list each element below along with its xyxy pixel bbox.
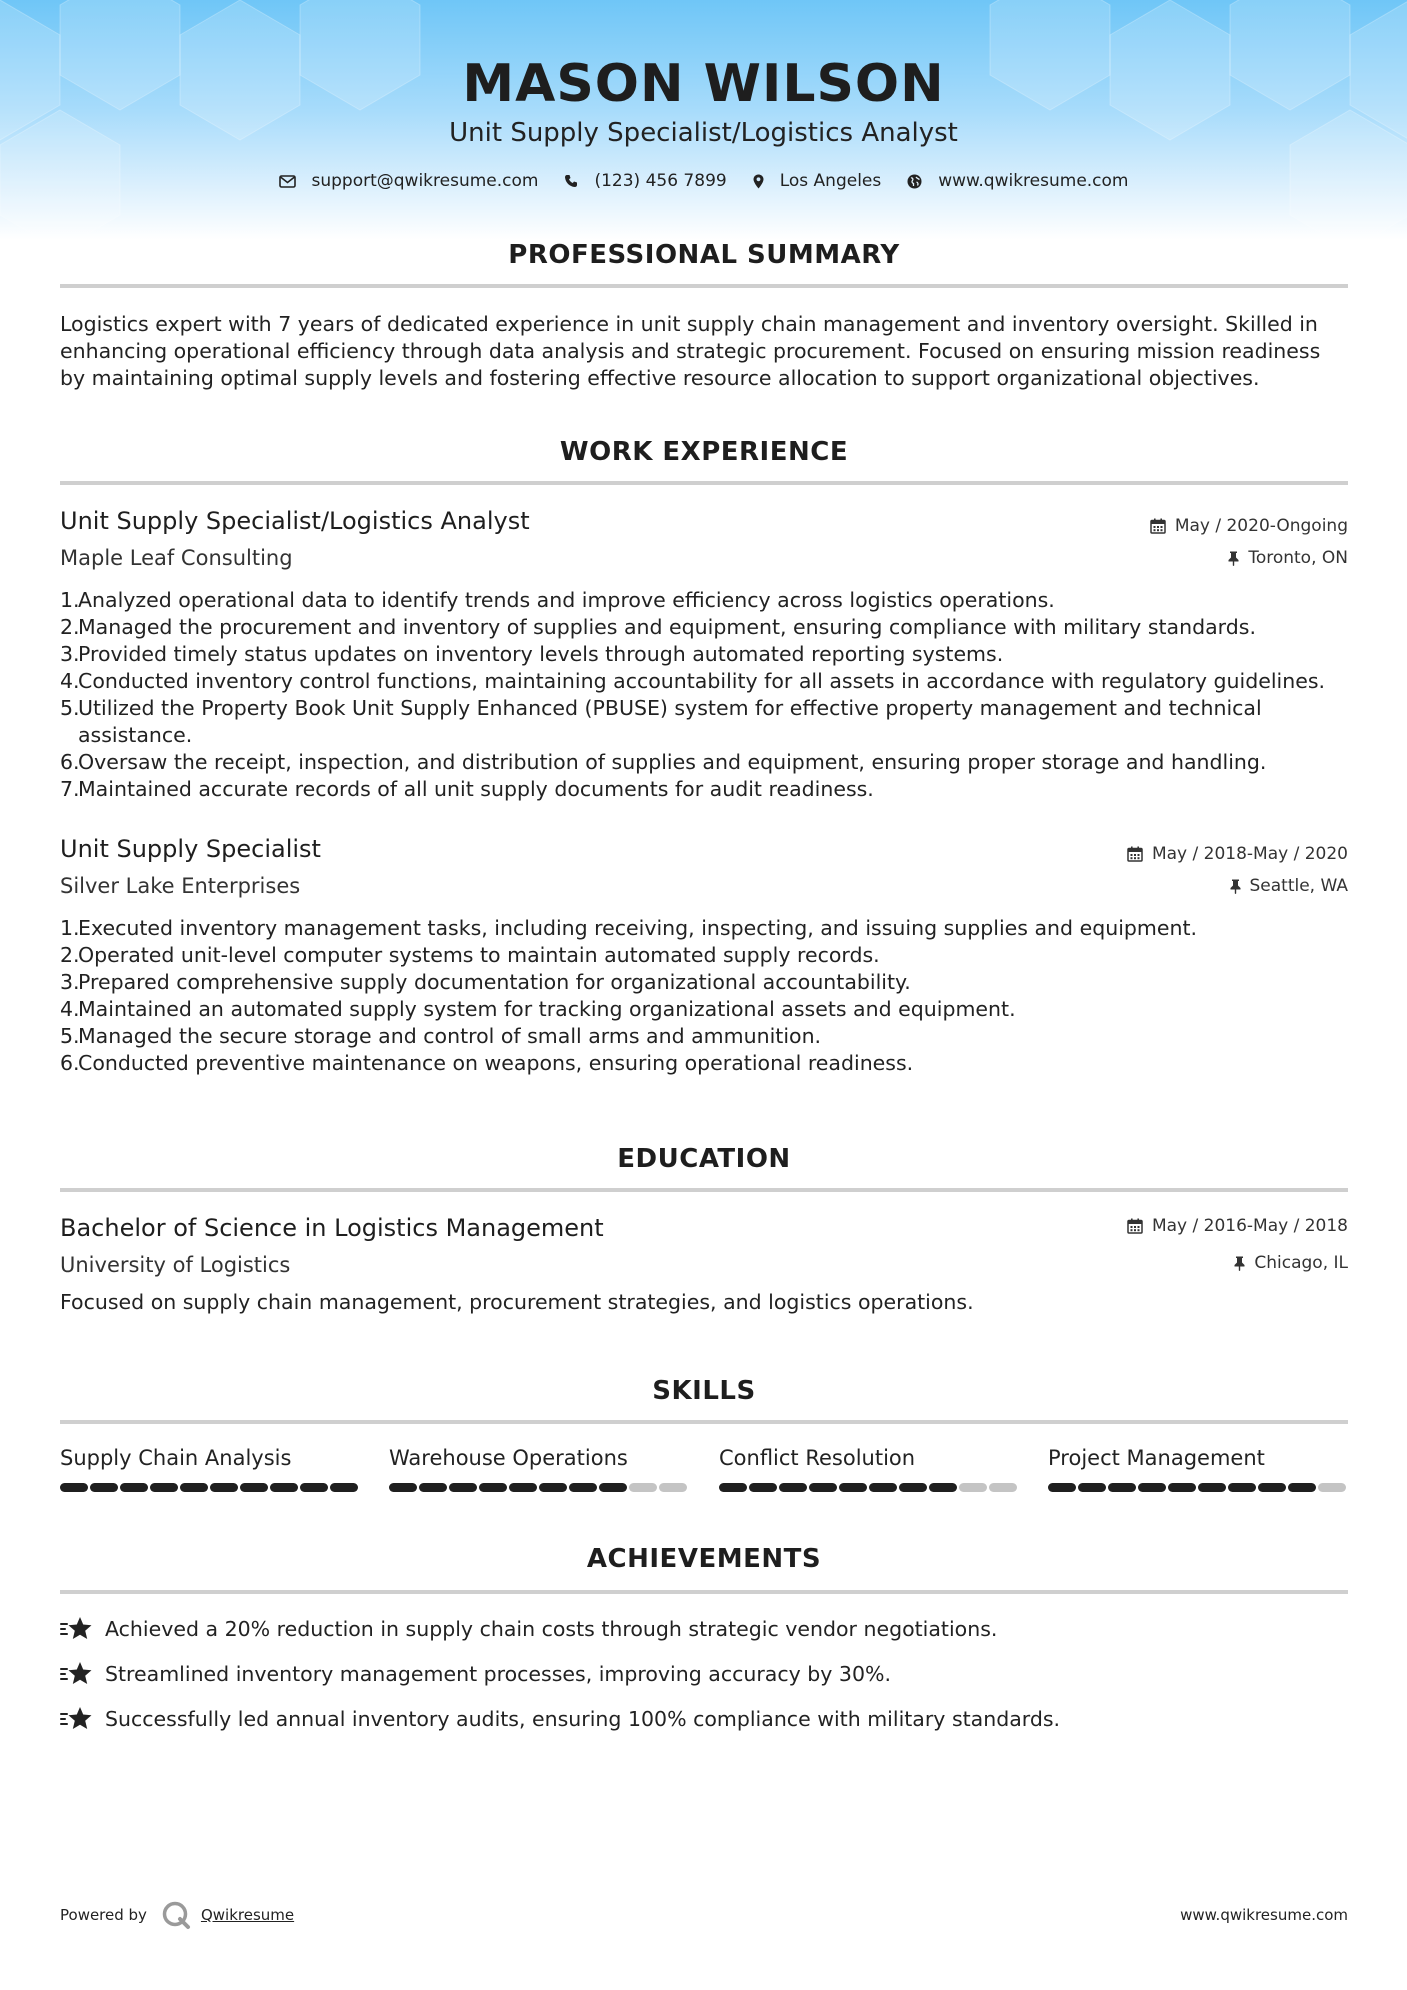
summary-text bbox=[60, 311, 1350, 392]
job-dates bbox=[1127, 844, 1348, 864]
section-divider bbox=[60, 1420, 1348, 1424]
qwikresume-link[interactable]: Qwikresume bbox=[200, 1906, 295, 1924]
pushpin-icon bbox=[1228, 551, 1239, 566]
summary-heading: PROFESSIONAL SUMMARY bbox=[508, 240, 900, 270]
skill-level-segment bbox=[120, 1483, 148, 1492]
job-location-text: Toronto, ON bbox=[1248, 548, 1348, 568]
list-item: 1. Analyzed operational data to identify trends and improve efficiency across logistics operations. bbox=[60, 588, 1055, 612]
skill-level-segment bbox=[659, 1483, 687, 1492]
list-item: 1. Executed inventory management tasks, including receiving, inspecting, and issuing supplies and equipment. bbox=[60, 916, 1198, 940]
job-location bbox=[1230, 876, 1349, 896]
star-icon bbox=[60, 1661, 93, 1687]
job-bullets bbox=[60, 587, 1350, 803]
skill-level-segment bbox=[869, 1483, 897, 1492]
email-text: support@qwikresume.com bbox=[311, 171, 539, 191]
education-dates bbox=[1127, 1216, 1348, 1236]
job-location-text: Seattle, WA bbox=[1249, 876, 1348, 896]
footer-branding bbox=[60, 1900, 294, 1930]
skill-level-segment bbox=[629, 1483, 657, 1492]
skill-level-bar bbox=[60, 1483, 360, 1492]
achievement-text: Streamlined inventory management processes, improving accuracy by 30%. bbox=[105, 1662, 892, 1686]
contact-bar bbox=[0, 171, 1407, 191]
calendar-icon bbox=[1127, 1218, 1143, 1234]
phone-icon bbox=[564, 174, 578, 188]
skill-name: Warehouse Operations bbox=[389, 1446, 628, 1470]
skill-level-segment bbox=[479, 1483, 507, 1492]
skill-level-segment bbox=[1288, 1483, 1316, 1492]
achievement-item bbox=[60, 1706, 1060, 1732]
list-item: 2. Operated unit-level computer systems to maintain automated supply records. bbox=[60, 943, 880, 967]
skill-level-segment bbox=[150, 1483, 178, 1492]
list-item: 5. Utilized the Property Book Unit Supply Enhanced (PBUSE) system for effective property management and technical assistance. bbox=[60, 696, 1262, 747]
skill-level-segment bbox=[809, 1483, 837, 1492]
skill-level-segment bbox=[569, 1483, 597, 1492]
job-dates bbox=[1150, 516, 1348, 536]
skill-name: Conflict Resolution bbox=[719, 1446, 916, 1470]
skill-level-segment bbox=[989, 1483, 1017, 1492]
job-bullets bbox=[60, 915, 1350, 1077]
list-item: 4. Conducted inventory control functions, maintaining accountability for all assets in accordance with regulatory guidelines. bbox=[60, 669, 1326, 693]
skill-level-segment bbox=[449, 1483, 477, 1492]
candidate-name: MASON WILSON bbox=[462, 54, 945, 114]
skill-level-segment bbox=[1258, 1483, 1286, 1492]
skill-name: Project Management bbox=[1048, 1446, 1265, 1470]
job-company: Silver Lake Enterprises bbox=[60, 874, 301, 898]
skill-level-segment bbox=[60, 1483, 88, 1492]
skill-level-segment bbox=[599, 1483, 627, 1492]
qwikresume-logo-icon bbox=[161, 1900, 191, 1930]
list-item: 3. Provided timely status updates on inventory levels through automated reporting systems. bbox=[60, 642, 1004, 666]
section-divider bbox=[60, 481, 1348, 485]
website-text: www.qwikresume.com bbox=[938, 171, 1129, 191]
globe-icon bbox=[907, 174, 922, 189]
achievement-item bbox=[60, 1661, 891, 1687]
skill-level-bar bbox=[389, 1483, 689, 1492]
skill-level-segment bbox=[180, 1483, 208, 1492]
skill-level-segment bbox=[719, 1483, 747, 1492]
skill-level-segment bbox=[1048, 1483, 1076, 1492]
skill-level-segment bbox=[300, 1483, 328, 1492]
section-divider bbox=[60, 1590, 1348, 1594]
job-dates-text: May / 2018-May / 2020 bbox=[1151, 844, 1348, 864]
star-icon bbox=[60, 1706, 93, 1732]
skill-level-bar bbox=[719, 1483, 1019, 1492]
skill-level-segment bbox=[270, 1483, 298, 1492]
pushpin-icon bbox=[1234, 1256, 1245, 1271]
list-item: 7. Maintained accurate records of all unit supply documents for audit readiness. bbox=[60, 777, 874, 801]
summary-line: Logistics expert with 7 years of dedicated experience in unit supply chain management and inventory oversight. Skilled in bbox=[60, 312, 1318, 336]
section-divider bbox=[60, 284, 1348, 288]
achievement-text: Achieved a 20% reduction in supply chain costs through strategic vendor negotiations. bbox=[105, 1617, 998, 1641]
job-title: Unit Supply Specialist bbox=[60, 835, 321, 863]
skill-level-segment bbox=[1138, 1483, 1166, 1492]
calendar-icon bbox=[1127, 846, 1143, 862]
list-item: 5. Managed the secure storage and control of small arms and ammunition. bbox=[60, 1024, 822, 1048]
job-location bbox=[1228, 548, 1348, 568]
skill-level-segment bbox=[210, 1483, 238, 1492]
skill-level-segment bbox=[929, 1483, 957, 1492]
summary-line: by maintaining optimal supply levels and fostering effective resource allocation to support organizational objectives. bbox=[60, 366, 1260, 390]
section-divider bbox=[60, 1188, 1348, 1192]
list-item: 6. Conducted preventive maintenance on weapons, ensuring operational readiness. bbox=[60, 1051, 914, 1075]
skill-level-segment bbox=[330, 1483, 358, 1492]
skill-level-segment bbox=[1198, 1483, 1226, 1492]
skill-level-segment bbox=[1228, 1483, 1256, 1492]
contact-email[interactable] bbox=[279, 171, 539, 191]
footer-website[interactable]: www.qwikresume.com bbox=[1180, 1906, 1348, 1924]
job-title: Unit Supply Specialist/Logistics Analyst bbox=[60, 507, 530, 535]
pushpin-icon bbox=[1230, 879, 1241, 894]
skill-level-segment bbox=[419, 1483, 447, 1492]
contact-location bbox=[753, 171, 882, 191]
job-company: Maple Leaf Consulting bbox=[60, 546, 293, 570]
skill-level-segment bbox=[240, 1483, 268, 1492]
contact-phone[interactable] bbox=[564, 171, 726, 191]
degree-title: Bachelor of Science in Logistics Management bbox=[60, 1214, 604, 1242]
skill-level-bar bbox=[1048, 1483, 1348, 1492]
skill-level-segment bbox=[90, 1483, 118, 1492]
skill-name: Supply Chain Analysis bbox=[60, 1446, 292, 1470]
education-heading: EDUCATION bbox=[617, 1144, 791, 1174]
map-pin-icon bbox=[753, 174, 764, 189]
skill-level-segment bbox=[539, 1483, 567, 1492]
candidate-title: Unit Supply Specialist/Logistics Analyst bbox=[449, 118, 958, 148]
job-dates-text: May / 2020-Ongoing bbox=[1174, 516, 1348, 536]
education-location-text: Chicago, IL bbox=[1254, 1253, 1348, 1273]
skill-level-segment bbox=[509, 1483, 537, 1492]
education-dates-text: May / 2016-May / 2018 bbox=[1151, 1216, 1348, 1236]
skill-level-segment bbox=[899, 1483, 927, 1492]
skill-level-segment bbox=[959, 1483, 987, 1492]
envelope-icon bbox=[279, 175, 296, 188]
skill-level-segment bbox=[839, 1483, 867, 1492]
calendar-icon bbox=[1150, 518, 1166, 534]
skills-heading: SKILLS bbox=[652, 1376, 756, 1406]
list-item: 2. Managed the procurement and inventory of supplies and equipment, ensuring compliance with military standards. bbox=[60, 615, 1256, 639]
skill-level-segment bbox=[749, 1483, 777, 1492]
achievement-text: Successfully led annual inventory audits, ensuring 100% compliance with military standards. bbox=[105, 1707, 1061, 1731]
list-item: 4. Maintained an automated supply system for tracking organizational assets and equipment. bbox=[60, 997, 1016, 1021]
summary-line: enhancing operational efficiency through data analysis and strategic procurement. Focused on ensuring mission readiness bbox=[60, 339, 1321, 363]
skill-level-segment bbox=[1168, 1483, 1196, 1492]
phone-text: (123) 456 7899 bbox=[594, 171, 727, 191]
contact-website[interactable] bbox=[907, 171, 1128, 191]
skill-level-segment bbox=[1318, 1483, 1346, 1492]
skill-level-segment bbox=[1108, 1483, 1136, 1492]
star-icon bbox=[60, 1616, 93, 1642]
location-text: Los Angeles bbox=[779, 171, 882, 191]
skill-level-segment bbox=[779, 1483, 807, 1492]
list-item: 6. Oversaw the receipt, inspection, and distribution of supplies and equipment, ensuring proper storage and handling. bbox=[60, 750, 1267, 774]
powered-by-label: Powered by bbox=[60, 1906, 147, 1924]
education-description: Focused on supply chain management, procurement strategies, and logistics operations. bbox=[60, 1290, 974, 1314]
education-location bbox=[1234, 1253, 1348, 1273]
list-item: 3. Prepared comprehensive supply documentation for organizational accountability. bbox=[60, 970, 911, 994]
skill-level-segment bbox=[389, 1483, 417, 1492]
achievement-item bbox=[60, 1616, 997, 1642]
school-name: University of Logistics bbox=[60, 1253, 291, 1277]
experience-heading: WORK EXPERIENCE bbox=[559, 437, 849, 467]
achievements-heading: ACHIEVEMENTS bbox=[586, 1544, 822, 1574]
skill-level-segment bbox=[1078, 1483, 1106, 1492]
